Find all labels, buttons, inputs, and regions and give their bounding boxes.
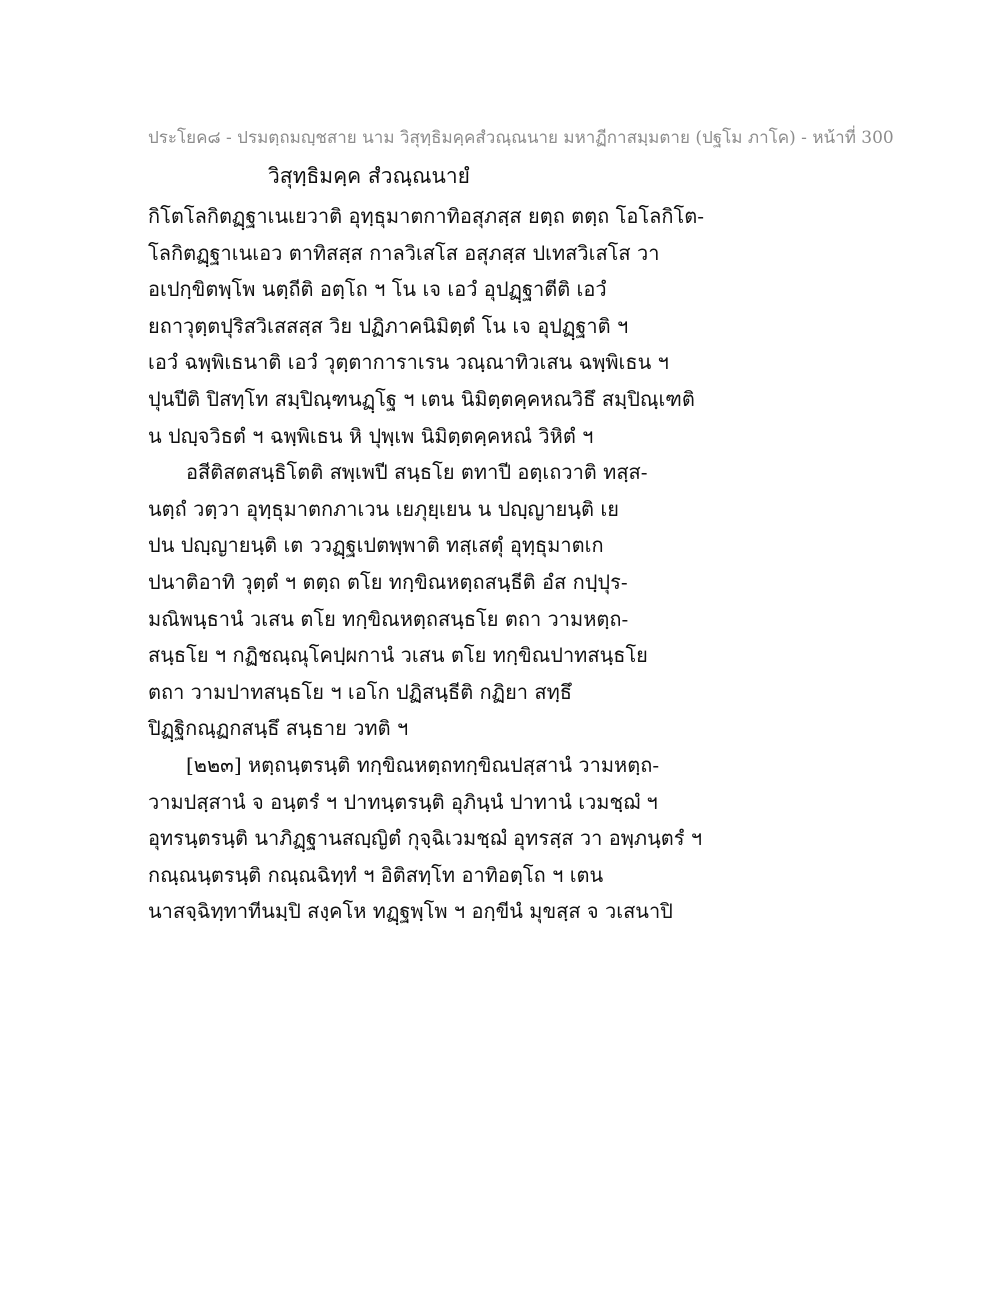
text-line: อุทรนฺตรนฺติ นาภิฏฺฐานสญฺญิตํ กุจฺฉิเวมชฺฌํ อุทรสฺส วา อพฺภนฺตรํ ฯ	[148, 826, 703, 851]
text-line: ปน ปญฺญายนฺติ เต ววฏฺฐเปตพฺพาติ ทสฺเสตุํ อุทฺธุมาตเก	[148, 533, 604, 558]
text-line: เอวํ ฉพฺพิเธนาติ เอวํ วุตฺตาการาเรน วณฺณาทิวเสน ฉพฺพิเธน ฯ	[148, 350, 669, 375]
page-title: วิสุทฺธิมคฺค สํวณฺณนายํ	[268, 164, 470, 188]
text-line: นาสจฺฉิทฺทาทีนมฺปิ สงฺคโห ทฏฺฐพฺโพ ฯ อกฺขีนํ มุขสฺส จ วเสนาปิ	[148, 899, 673, 924]
page-header: ประโยค๘ - ปรมตฺถมญฺชสาย นาม วิสุทฺธิมคฺคสํวณฺณนาย มหาฏีกาสมฺมตาย (ปฐโม ภาโค) - หน้าที่ 300	[148, 128, 894, 148]
text-line: โลกิตฏฺฐาเนเอว ตาทิสสฺส กาลวิเสโส อสุภสฺส ปเทสวิเสโส วา	[148, 240, 660, 265]
text-line: น ปญฺจวิธตํ ฯ ฉพฺพิเธน หิ ปุพฺเพ นิมิตฺตคฺคหณํ วิหิตํ ฯ	[148, 423, 594, 448]
paragraph-start-line: อสีติสตสนฺธิโตติ สพฺเพปี สนฺธโย ตทาปี อตฺเถวาติ ทสฺส-	[186, 460, 648, 485]
text-line: ยถาวุตฺตปุริสวิเสสสฺส วิย ปฏิภาคนิมิตฺตํ โน เจ อุปฏฺฐาติ ฯ	[148, 313, 629, 338]
text-line: สนฺธโย ฯ กฏิชณฺณุโคปฺผกานํ วเสน ตโย ทกฺขิณปาทสนฺธโย	[148, 643, 648, 668]
text-line: อเปกฺขิตพฺโพ นตฺถีติ อตฺโถ ฯ โน เจ เอวํ อุปฏฺฐาตีติ เอวํ	[148, 277, 607, 302]
text-line: มณิพนฺธานํ วเสน ตโย ทกฺขิณหตฺถสนฺธโย ตถา วามหตฺถ-	[148, 606, 629, 631]
text-line: ปิฏฺฐิกณฺฏกสนฺธึ สนฺธาย วทติ ฯ	[148, 716, 409, 741]
body-text	[148, 198, 848, 930]
text-line: กณฺณนฺตรนฺติ กณฺณฉิทฺทํ ฯ อิติสทฺโท อาทิอตฺโถ ฯ เตน	[148, 862, 604, 887]
text-line: กิโตโลกิตฏฺฐาเนเยวาติ อุทฺธุมาตกาทิอสุภสฺส ยตฺถ ตตฺถ โอโลกิโต-	[148, 204, 704, 228]
text-line: ปนาติอาทิ วุตฺตํ ฯ ตตฺถ ตโย ทกฺขิณหตฺถสนฺธีติ อํส กปฺปุร-	[148, 569, 628, 594]
text-line: ปุนปีติ ปิสทฺโท สมฺปิณฺฑนฏฺโฐ ฯ เตน นิมิตฺตคฺคหณวิธึ สมฺปิณฺเฑติ	[148, 386, 695, 411]
text-line: วามปสฺสานํ จ อนฺตรํ ฯ ปาทนฺตรนฺติ อุภินฺนํ ปาทานํ เวมชฺฌํ ฯ	[148, 789, 658, 814]
paragraph-start-line: [๒๒๓] หตฺถนฺตรนฺติ ทกฺขิณหตฺถทกฺขิณปสฺสานํ วามหตฺถ-	[186, 752, 660, 777]
text-line: ตถา วามปาทสนฺธโย ฯ เอโก ปฏิสนฺธีติ กฏิยา สทฺธึ	[148, 679, 572, 704]
text-line: นตฺถํ วตฺวา อุทฺธุมาตกภาเวน เยภุยฺเยน น ปญฺญายนฺติ เย	[148, 496, 619, 521]
